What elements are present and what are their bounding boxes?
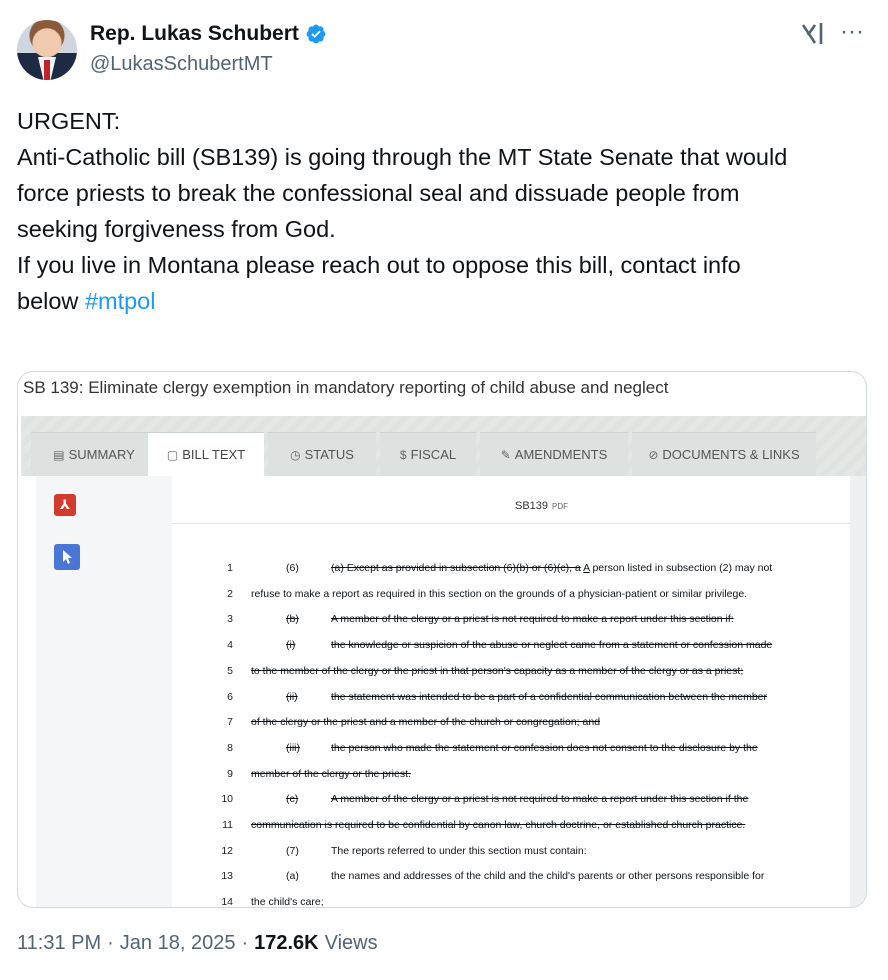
pdf-toolbar <box>172 476 850 524</box>
tab-label: BILL TEXT <box>182 447 246 462</box>
pdf-scrollbar[interactable] <box>850 476 867 908</box>
tab-label: FISCAL <box>410 447 457 462</box>
select-cursor-icon[interactable] <box>54 544 80 570</box>
post-time[interactable]: 11:31 PM <box>17 932 102 954</box>
tab-summary[interactable] <box>31 432 157 476</box>
struck-text: A member of the clergy or a priest is not required to make a report under this section if: <box>331 613 734 626</box>
more-icon[interactable]: ··· <box>840 18 864 45</box>
tweet-line: seeking forgiveness from God. <box>17 216 336 242</box>
tab-fiscal[interactable] <box>380 432 476 476</box>
bill-line-number: 5 <box>227 664 233 677</box>
bill-line-number: 2 <box>227 587 233 600</box>
hashtag-link[interactable]: #mtpol <box>84 288 156 314</box>
avatar[interactable] <box>17 20 77 80</box>
tweet-line-last <box>17 283 877 319</box>
bill-line-text <box>251 768 411 780</box>
paperclip-icon: ⊘ <box>648 447 659 462</box>
bill-line-text <box>251 819 745 831</box>
struck-text: of the clergy or the priest and a member of the church or congregation; and <box>251 716 601 729</box>
struck-text: the statement was intended to be a part of a confidential communication between the member <box>331 690 768 703</box>
tweet-text <box>17 103 877 319</box>
views-label: Views <box>324 932 378 954</box>
struck-text: (a) Except as provided in subsection (6)(b) or (6)(c), a <box>331 562 581 574</box>
verified-badge-icon <box>305 23 327 45</box>
struck-text: A member of the clergy or a priest is not required to make a report under this section if the <box>331 793 749 806</box>
pdf-icon[interactable]: ⅄ <box>54 494 76 516</box>
dollar-icon: $ <box>399 447 407 462</box>
author-handle[interactable]: @LukasSchubertMT <box>90 53 273 75</box>
bill-subsection-label: (a) <box>286 870 299 883</box>
meta-separator: · <box>241 932 249 954</box>
bill-subsection-label: (6) <box>286 562 299 574</box>
struck-text: the person who made the statement or confession does not consent to the disclosure by the <box>331 741 758 754</box>
document-icon: ▢ <box>166 447 179 462</box>
bill-line-text: refuse to make a report as required in this section on the grounds of a physician-patient or similar privilege. <box>251 587 748 600</box>
bill-subsection-label: (7) <box>286 844 299 857</box>
tab-label: AMENDMENTS <box>514 447 608 462</box>
bill-line-number: 14 <box>221 896 233 908</box>
bill-subsection-label: (i) <box>286 639 296 652</box>
grok-icon[interactable] <box>800 20 828 48</box>
bill-line-number: 8 <box>227 741 233 754</box>
bill-line-number: 13 <box>221 870 233 883</box>
pdf-file-type: PDF <box>552 502 568 511</box>
tweet-line: If you live in Montana please reach out to oppose this bill, contact info <box>17 252 741 278</box>
tab-label: SUMMARY <box>68 447 135 462</box>
bill-line-number: 7 <box>227 716 233 729</box>
bill-line-text <box>331 613 734 625</box>
bill-line-number: 4 <box>227 639 233 652</box>
tab-status[interactable] <box>268 432 376 476</box>
bill-line-text <box>331 793 748 805</box>
tab-bill-text[interactable] <box>148 432 264 476</box>
bill-line-number: 12 <box>221 844 233 857</box>
bill-line-text <box>251 665 743 677</box>
bill-subsection-label: (iii) <box>286 741 300 754</box>
tab-amendments[interactable] <box>480 432 628 476</box>
author-name-row <box>90 22 327 46</box>
tweet-line: force priests to break the confessional seal and dissuade people from <box>17 180 740 206</box>
media-image[interactable] <box>17 371 867 908</box>
bill-line-number: 10 <box>221 793 233 806</box>
bill-tabbar <box>21 416 867 476</box>
pencil-icon: ✎ <box>500 447 511 462</box>
summary-icon: ▤ <box>53 447 65 462</box>
bill-subsection-label: (ii) <box>286 690 298 703</box>
tweet-line: Anti-Catholic bill (SB139) is going through the MT State Senate that would <box>17 144 788 170</box>
bill-line-number: 1 <box>227 562 233 574</box>
bill-line-text <box>251 716 600 728</box>
bill-page-title: SB 139: Eliminate clergy exemption in mandatory reporting of child abuse and neglect <box>23 378 669 397</box>
inserted-text: A <box>583 562 590 574</box>
bill-line-number: 9 <box>227 767 233 780</box>
post-date[interactable]: Jan 18, 2025 <box>119 932 236 954</box>
tab-label: DOCUMENTS & LINKS <box>662 447 800 462</box>
display-name[interactable]: Rep. Lukas Schubert <box>90 22 299 45</box>
tab-documents-links[interactable] <box>632 432 816 476</box>
bill-line-text <box>331 691 767 703</box>
bill-line-number: 6 <box>227 690 233 703</box>
bill-line-text <box>331 639 772 651</box>
struck-text: the knowledge or suspicion of the abuse or neglect came from a statement or confession made <box>331 639 773 652</box>
views-count: 172.6K <box>254 932 319 954</box>
tweet-line-prefix: below <box>17 288 79 314</box>
struck-text: member of the clergy or the priest. <box>251 767 411 780</box>
meta-separator: · <box>107 932 114 954</box>
pdf-sidebar <box>36 476 172 908</box>
bill-line-text <box>331 742 758 754</box>
bill-line-text: the child's care; <box>251 896 324 908</box>
bill-line-number: 11 <box>222 819 233 831</box>
bill-line-text: (a) Except as provided in subsection (6)(b) or (6)(c), a A person listed in subsection (2) may not <box>331 562 773 574</box>
struck-text: to the member of the clergy or the priest in that person's capacity as a member of the clergy or as a priest; <box>251 664 744 677</box>
tweet-line: URGENT: <box>17 108 121 134</box>
bill-subsection-label: (b) <box>286 613 299 626</box>
bill-line-text: the names and addresses of the child and the child's parents or other persons responsible for <box>331 870 765 883</box>
bill-subsection-label: (c) <box>286 793 299 806</box>
clock-icon: ◷ <box>290 447 301 462</box>
pdf-file-name: SB139 <box>515 500 549 512</box>
struck-text: communication is required to be confidential by canon law, church doctrine, or established church practice. <box>251 819 746 831</box>
bill-line-text: The reports referred to under this section must contain: <box>331 844 587 857</box>
bill-line-number: 3 <box>227 613 233 626</box>
post-meta <box>17 932 378 955</box>
tab-label: STATUS <box>304 447 354 462</box>
